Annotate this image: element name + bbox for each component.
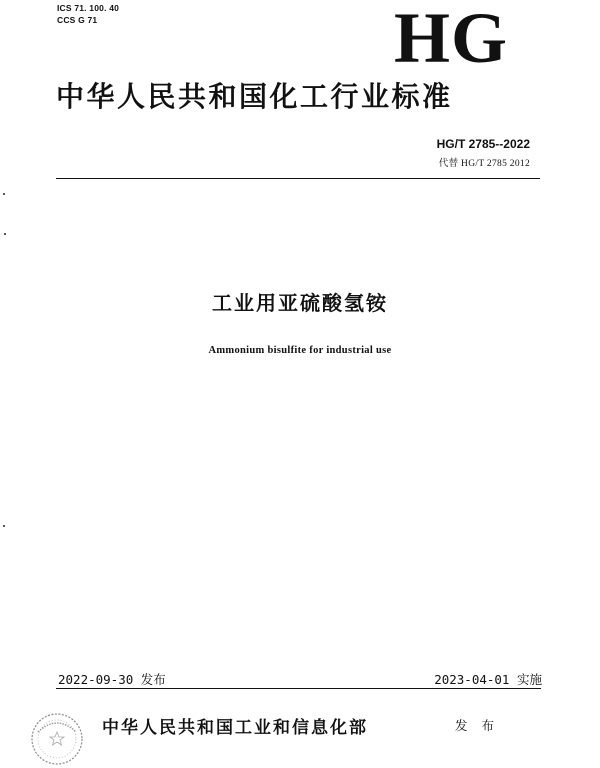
release-date: 2022-09-30 发布 — [58, 672, 166, 687]
issuer-name: 中华人民共和国工业和信息化部 — [102, 718, 368, 738]
ccs-code: CCS G 71 — [57, 15, 98, 25]
scan-artifact — [3, 525, 5, 527]
document-title-cn: 工业用亚硫酸氢铵 — [212, 291, 388, 315]
official-seal-icon — [28, 710, 86, 768]
header-divider — [56, 178, 540, 179]
document-title-en: Ammonium bisulfite for industrial use — [208, 345, 392, 356]
scan-artifact — [4, 233, 6, 235]
issuer-suffix: 发 布 — [455, 718, 499, 733]
implementation-date: 2023-04-01 实施 — [434, 672, 542, 687]
ics-code: ICS 71. 100. 40 — [57, 3, 120, 13]
standard-type-title: 中华人民共和国化工行业标准 — [56, 80, 453, 113]
footer-divider — [56, 688, 541, 689]
scan-artifact — [3, 193, 5, 195]
hg-logo: HG — [394, 0, 509, 78]
standard-number: HG/T 2785--2022 — [436, 137, 530, 151]
replaces-note: 代替 HG/T 2785 2012 — [438, 159, 530, 169]
classification-codes — [57, 2, 119, 26]
